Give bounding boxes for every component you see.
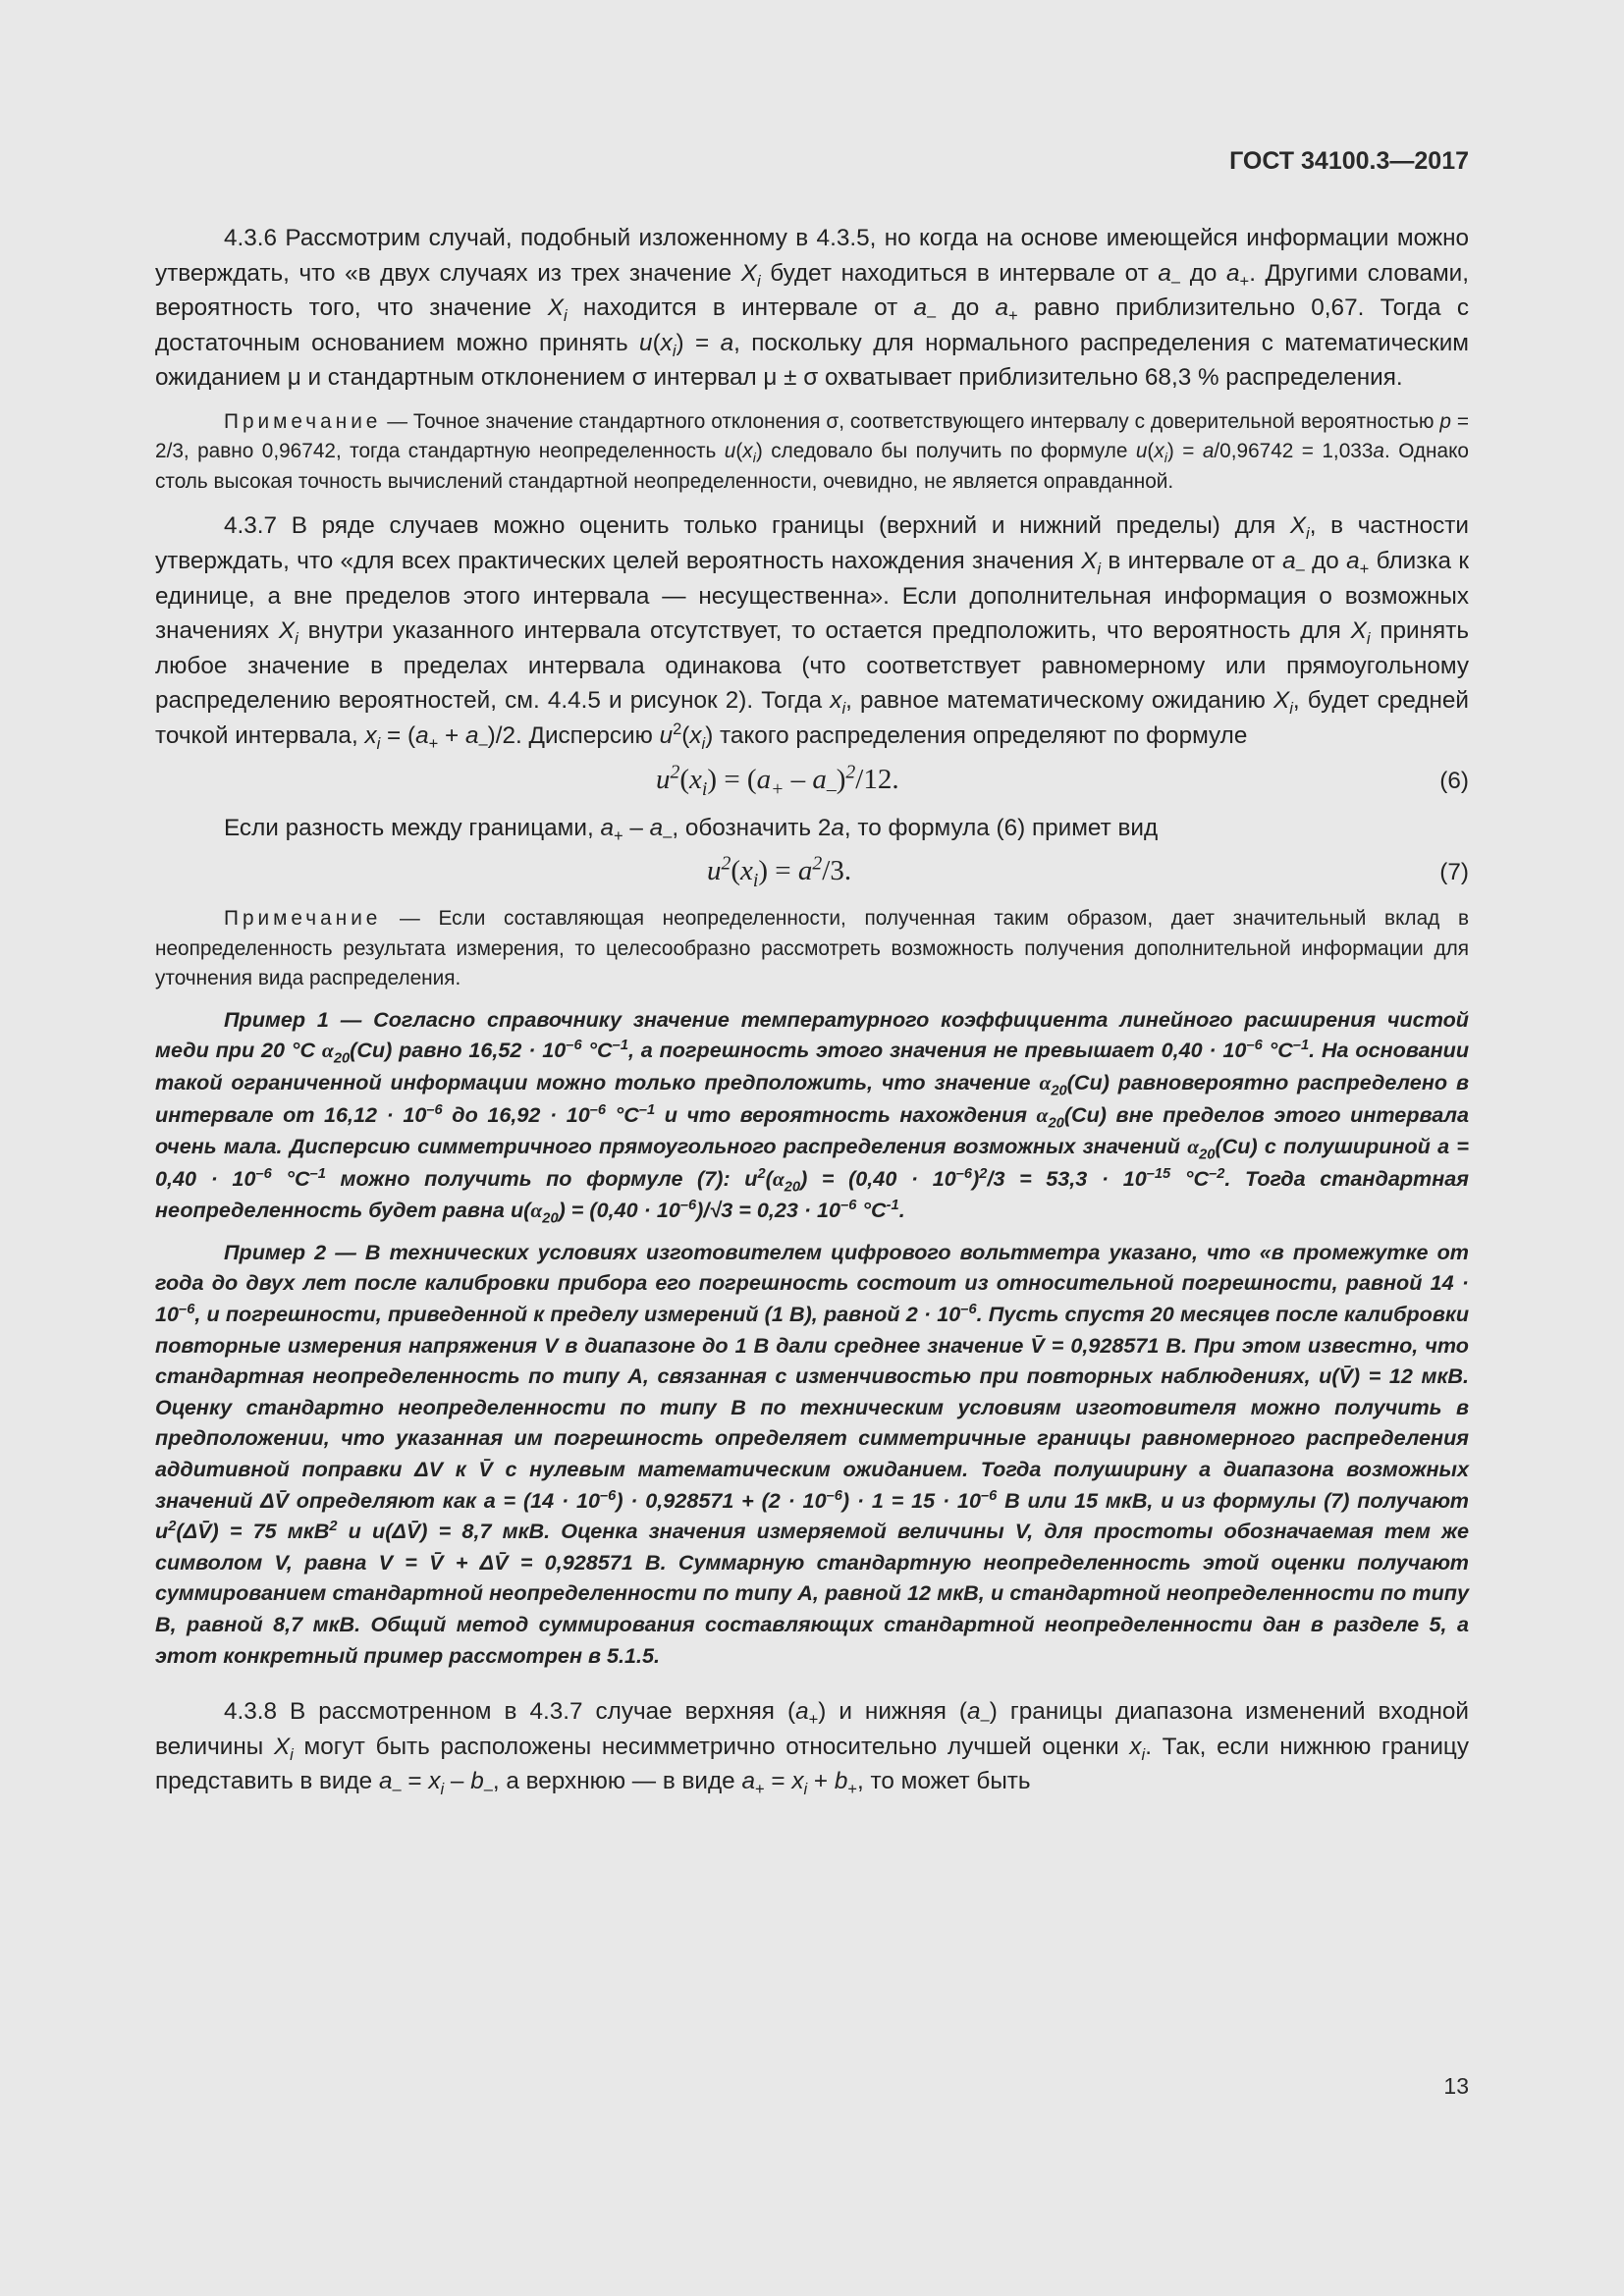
page-number: 13 — [1443, 2073, 1469, 2099]
formula-6 — [155, 754, 1469, 811]
document-body — [155, 221, 1469, 1799]
formula-7-number: (7) — [1439, 859, 1469, 886]
example-1: Пример 1 — Согласно справочнику значение температурного коэффициента линейного расширения чистой меди при 20 °С $\alpha_{20}(Cu)$ равно $16,52 \cdot 10^{-6}$ $^\circ C^{-1}$, а погрешность этого значения не превышает $0,40 \cdot 10^{-6}$ $^\circ C^{-1}$. На основании такой ограниченной информации можно только предположить, что значение $\alpha_{20}(Cu)$ равновероятно распределено в интервале от $16,12 \cdot 10^{-6}$ до $16,92 \cdot 10^{-6}$ $^\circ C^{-1}$ и что вероятность нахождения $\alpha_{20}(Cu)$ вне пределов этого интервала очень мала. Дисперсию симметричного прямоугольного распределения возможных значений $\alpha_{20}(Cu)$ с полушириной $a = 0,40 \cdot 10^{-6}$ $^\circ C^{-1}$ можно получить по формуле (7): $u^2(\alpha_{20}) = (0,40 \cdot 10^{-6})^2/3 = 53,3 \cdot 10^{-15}$ $^\circ C^{-2}$. Тогда стандартная неопределенность будет равна $u(\alpha_{20}) = (0,40 \cdot 10^{-6})/√3 = 0,23 \cdot 10^{-6}$ $^\circ C^{-1}$. — [155, 1006, 1470, 1227]
formula-7 — [155, 845, 1469, 902]
formula-7-expression: $u^2(x_i) = a^2/3$. — [707, 852, 852, 892]
paragraph-4-3-8: 4.3.8 В рассмотренном в 4.3.7 случае верхняя $(a_+)$ и нижняя $(a_-)$ границы диапазона изменений входной величины $X_i$ могут быть расположены несимметрично относительно лучшей оценки $x_i$. Так, если нижнюю границу представить в виде $a_- = x_i - b_-$, а верхнюю — в виде $a_+ = x_i + b_+$, то может быть — [155, 1698, 1469, 1799]
formula-6-expression: $u^2(x_i) = (a_+ - a_-)^2/12$. — [656, 760, 899, 800]
standard-header: ГОСТ 34100.3—2017 — [1229, 147, 1469, 175]
note-standard-deviation: Примечание — Точное значение стандартного отклонения σ, соответствующего интервалу с доверительной вероятностью p = 2/3, равно 0,96742, тогда стандартную неопределенность $u(x_i)$ следовало бы получить по формуле $u(x_i) = a/0,96742 = 1,033a$. Однако столь высокая точность вычислений стандартной неопределенности, очевидно, не является оправданной. — [155, 409, 1469, 493]
example-2: Пример 2 — В технических условиях изготовителем цифрового вольтметра указано, что «в промежутке от года до двух лет после калибровки прибора его погрешность состоит из относительной погрешности, равной $14 \cdot 10^{-6}$, и погрешности, приведенной к пределу измерений (1 В), равной $2 \cdot 10^{-6}$. Пусть спустя 20 месяцев после калибровки повторные измерения напряжения V в диапазоне до 1 В дали среднее значение V̄ = 0,928571 В. При этом известно, что стандартная неопределенность по типу А, связанная с изменчивостью при повторных наблюдениях, u(V̄) = 12 мкВ. Оценку стандартно неопределенности по типу В по техническим условиям изготовителя можно получить в предположении, что указанная им погрешность определяет симметричные границы равномерного распределения аддитивной поправки ΔV к V̄ с нулевым математическим ожиданием. Тогда полуширину a диапазона возможных значений ΔV̄ определяют как $a = (14 \cdot 10^{-6}) \cdot 0,928571 + (2 \cdot 10^{-6}) \cdot 1 = 15 \cdot 10^{-6}$ В или 15 мкВ, и из формулы (7) получают $u^2(\Delta V̄) = 75$ мкВ$^2$ и u(ΔV̄) = 8,7 мкВ. Оценка значения измеряемой величины V, для простоты обозначаемая тем же символом V, равна V = V̄ + ΔV̄ = 0,928571 В. Суммарную стандартную неопределенность этой оценки получают суммированием стандартной неопределенности по типу А, равной 12 мкВ, и стандартной неопределенности по типу В, равной 8,7 мкВ. Общий метод суммирования составляющих стандартной неопределенности дан в разделе 5, а этот конкретный пример рассмотрен в 5.1.5. — [155, 1239, 1470, 1668]
note-distribution: Примечание — Если составляющая неопределенности, полученная таким образом, дает значительный вклад в неопределенность результата измерения, то целесообразно рассмотреть возможность получения дополнительной информации для уточнения вида распределения. — [155, 907, 1469, 990]
formula-6-number: (6) — [1439, 767, 1469, 794]
paragraph-4-3-6: 4.3.6 Рассмотрим случай, подобный изложенному в 4.3.5, но когда на основе имеющейся информации можно утверждать, что «в двух случаях из трех значение $X_i$ будет находиться в интервале от $a_-$ до $a_+$. Другими словами, вероятность того, что значение $X_i$ находится в интервале от $a_-$ до $a_+$ равно приблизительно 0,67. Тогда с достаточным основанием можно принять $u(x_i) = a$, поскольку для нормального распределения с математическим ожиданием μ и стандартным отклонением σ интервал μ ± σ охватывает приблизительно 68,3 % распределения. — [155, 225, 1470, 392]
paragraph-boundaries: Если разность между границами, $a_+ - a_-$, обозначить 2a, то формула (6) примет вид — [224, 814, 1159, 845]
paragraph-4-3-7: 4.3.7 В ряде случаев можно оценить только границы (верхний и нижний пределы) для $X_i$, в частности утверждать, что «для всех практических целей вероятность нахождения значения $X_i$ в интервале от $a_-$ до $a_+$ близка к единице, а вне пределов этого интервала — несущественна». Если дополнительная информация о возможных значениях $X_i$ внутри указанного интервала отсутствует, то остается предположить, что вероятность для $X_i$ принять любое значение в пределах интервала одинакова (что соответствует равномерному или прямоугольному распределению вероятностей, см. 4.4.5 и рисунок 2). Тогда $x_i$, равное математическому ожиданию $X_i$, будет средней точкой интервала, $x_i = (a_+ + a_-)/2$. Дисперсию $u^2(x_i)$ такого распределения определяют по формуле — [155, 512, 1469, 753]
